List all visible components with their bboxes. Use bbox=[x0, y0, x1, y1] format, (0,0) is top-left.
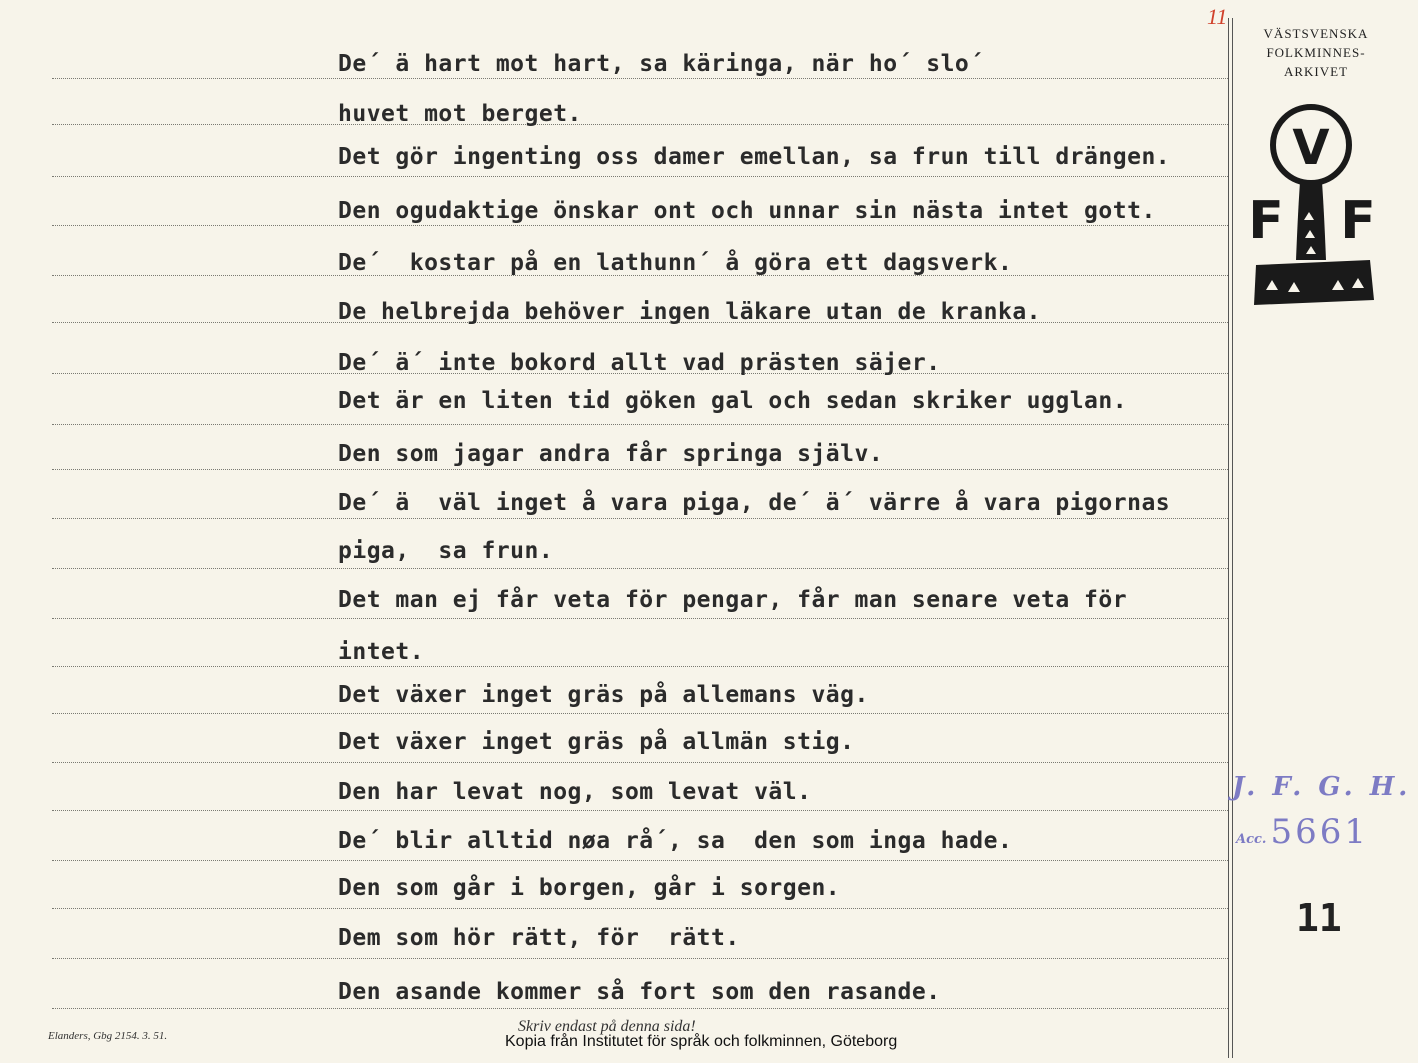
typed-line: Dem som hör rätt, för rätt. bbox=[338, 925, 740, 951]
typed-line: De´ ä hart mot hart, sa käringa, när ho´ slo´ bbox=[338, 51, 984, 77]
archive-name-line: VÄSTSVENSKA bbox=[1263, 26, 1369, 41]
typed-line: Den som jagar andra får springa själv. bbox=[338, 441, 884, 467]
typed-line: Den har levat nog, som levat väl. bbox=[338, 779, 812, 805]
ruling-line bbox=[52, 958, 1228, 959]
typed-line: piga, sa frun. bbox=[338, 538, 554, 564]
ruling-line bbox=[52, 1008, 1228, 1009]
ruling-line bbox=[52, 908, 1228, 909]
ruling-line bbox=[52, 860, 1228, 861]
typed-line: Det är en liten tid göken gal och sedan skriker ugglan. bbox=[338, 388, 1128, 414]
logo-letter-f-right: F bbox=[1340, 191, 1376, 251]
accession-number: 5661 bbox=[1270, 812, 1369, 852]
ruling-line bbox=[52, 518, 1228, 519]
ruling-line bbox=[52, 666, 1228, 667]
archive-name-line: ARKIVET bbox=[1283, 64, 1349, 79]
ruling-line bbox=[52, 124, 1228, 125]
printer-imprint: Elanders, Gbg 2154. 3. 51. bbox=[48, 1030, 168, 1042]
ruling-line bbox=[52, 225, 1228, 226]
page-number: 11 bbox=[1296, 896, 1342, 940]
ruling-line bbox=[52, 618, 1228, 619]
typed-line: Det växer inget gräs på allemans väg. bbox=[338, 682, 869, 708]
typed-line: Det växer inget gräs på allmän stig. bbox=[338, 729, 855, 755]
margin-rule bbox=[1228, 18, 1229, 1058]
accession-label: Acc. bbox=[1236, 832, 1267, 847]
logo-letter-f-left: F bbox=[1248, 191, 1284, 251]
ruling-line bbox=[52, 713, 1228, 714]
typed-line: De´ ä´ inte bokord allt vad prästen säjer. bbox=[338, 350, 941, 376]
ruling-line bbox=[52, 810, 1228, 811]
typed-line: De´ kostar på en lathunn´ å göra ett dagsverk. bbox=[338, 250, 1013, 276]
ruling-line bbox=[52, 78, 1228, 79]
red-page-mark: 11 bbox=[1207, 4, 1228, 29]
archive-stamp: J. F. G. H. bbox=[1232, 772, 1412, 802]
typed-line: Den asande kommer så fort som den rasande. bbox=[338, 979, 941, 1005]
typed-line: Den ogudaktige önskar ont och unnar sin nästa intet gott. bbox=[338, 198, 1156, 224]
archive-logo bbox=[1248, 100, 1378, 310]
ruling-line bbox=[52, 424, 1228, 425]
archive-name bbox=[1246, 24, 1386, 81]
typed-line: De´ blir alltid nøa rå´, sa den som inga hade. bbox=[338, 828, 1013, 854]
ruling-line bbox=[52, 568, 1228, 569]
logo-letter-v: V bbox=[1292, 120, 1330, 176]
typed-line: Det gör ingenting oss damer emellan, sa frun till drängen. bbox=[338, 144, 1171, 170]
typed-line: Den som går i borgen, går i sorgen. bbox=[338, 875, 841, 901]
typed-line: De´ ä väl inget å vara piga, de´ ä´ värre å vara pigornas bbox=[338, 490, 1171, 516]
typed-line: intet. bbox=[338, 639, 425, 665]
ruling-line bbox=[52, 469, 1228, 470]
form-instruction: Skriv endast på denna sida! bbox=[518, 1018, 696, 1035]
archive-name-line: FOLKMINNES- bbox=[1266, 45, 1366, 60]
typed-line: De helbrejda behöver ingen läkare utan de kranka. bbox=[338, 299, 1042, 325]
typed-line: Det man ej får veta för pengar, får man senare veta för bbox=[338, 587, 1128, 613]
typed-line: huvet mot berget. bbox=[338, 101, 582, 127]
ruling-line bbox=[52, 176, 1228, 177]
copyright-notice: Kopia från Institutet för språk och folkminnen, Göteborg bbox=[505, 1033, 898, 1050]
accession-stamp bbox=[1236, 812, 1369, 852]
margin-rule bbox=[1232, 18, 1233, 1058]
ruling-line bbox=[52, 762, 1228, 763]
